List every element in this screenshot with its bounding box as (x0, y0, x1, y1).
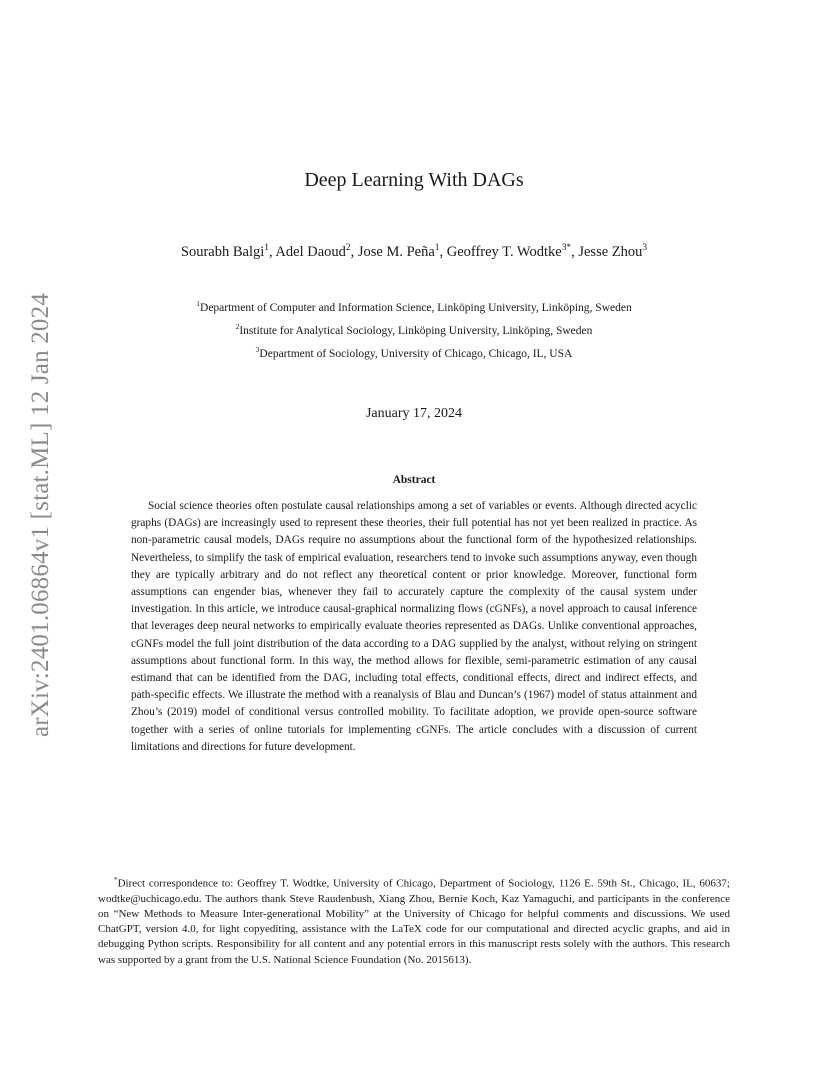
author-list: Sourabh Balgi$^1$, Adel Daoud$^2$, Jose M. Peña$^1$, Geoffrey T. Wodtke$^{3*}$, Jesse Zhou$^3$ (180, 243, 648, 260)
paper-title: Deep Learning With DAGs (304, 169, 524, 191)
author-sup: 1 (264, 243, 269, 253)
footnote-marker: * (114, 876, 118, 884)
paper-date: January 17, 2024 (365, 406, 463, 421)
author-sup: 2 (345, 243, 351, 253)
affiliation (0, 299, 828, 314)
author: Adel Daoud (275, 243, 346, 260)
footnote (98, 873, 730, 968)
affiliation (0, 345, 828, 360)
author-sup: 1 (434, 243, 440, 253)
affiliation-sup: 2 (235, 322, 240, 331)
author-sup: 3* (561, 243, 572, 253)
abstract-body: Social science theories often postulate causal relationships among a set of variables or events. Although directed acyclic graphs (DAGs) are increasingly used to represent these theories, their full potential has not yet been realized in practice. As non-parametric causal models, DAGs require no assumptions about the functional form of the hypothesized relationships. Nevertheless, to simplify the task of empirical evaluation, researchers tend to invoke such assumptions anyway, even though they are typically arbitrary and do not reflect any theoretical content or prior knowledge. Moreover, functional form assumptions can engender bias, whenever they fail to accurately capture the complexity of the causal system under investigation. In this article, we introduce causal-graphical normalizing flows (cGNFs), a novel approach to causal inference that leverages deep neural networks to empirically evaluate theories represented as DAGs. Unlike conventional approaches, cGNFs model the full joint distribution of the data according to a DAG supplied by the analyst, without relying on stringent assumptions about functional form. In this way, the method allows for flexible, semi-parametric estimation of any causal estimand that can be identified from the DAG, including total effects, conditional effects, direct and indirect effects, and path-specific effects. We illustrate the method with a reanalysis of Blau and Duncan’s (1967) model of status attainment and Zhou’s (2019) model of conditional versus controlled mobility. To facilitate adoption, we provide open-source software together with a series of online tutorials for implementing cGNFs. The article concludes with a discussion of current limitations and directions for future development. (131, 500, 697, 753)
author: Jesse Zhou (578, 243, 643, 260)
abstract-heading: Abstract (392, 474, 436, 486)
arxiv-id: arXiv:2401.06864v1 [stat.ML] 12 Jan 2024 (27, 292, 54, 738)
affiliation-text: Department of Sociology, University of Chicago, Chicago, IL, USA (259, 347, 573, 360)
author: Sourabh Balgi (180, 243, 265, 260)
affiliation-sup: 3 (255, 345, 260, 354)
affiliation-text: Department of Computer and Information Science, Linköping University, Linköping, Sweden (200, 301, 632, 314)
footnote-text: Direct correspondence to: Geoffrey T. Wodtke, University of Chicago, Department of Sociology, 1126 E. 59th St., Chicago, IL, 60637; wodtke@uchicago.edu. The authors thank Steve Raudenbush, Xiang Zhou, Bernie Koch, Kaz Yamaguchi, and participants in the conference on “New Methods to Measure Inter-generational Mobility” at the University of Chicago for helpful comments and discussions. We used ChatGPT, version 4.0, for light copyediting, assistance with the LaTeX code for our computational and directed acyclic graphs, and aid in debugging Python scripts. Responsibility for all content and any potential errors in this manuscript rests solely with the authors. This research was supported by a grant from the U.S. National Science Foundation (No. 2015613). (98, 877, 730, 966)
affiliation-sup: 1 (196, 299, 201, 308)
author: Jose M. Peña (357, 243, 435, 260)
affiliation (0, 322, 828, 337)
author-sup: 3 (642, 243, 648, 253)
author: Geoffrey T. Wodtke (446, 243, 562, 260)
affiliation-text: Institute for Analytical Sociology, Linköping University, Linköping, Sweden (239, 324, 593, 337)
